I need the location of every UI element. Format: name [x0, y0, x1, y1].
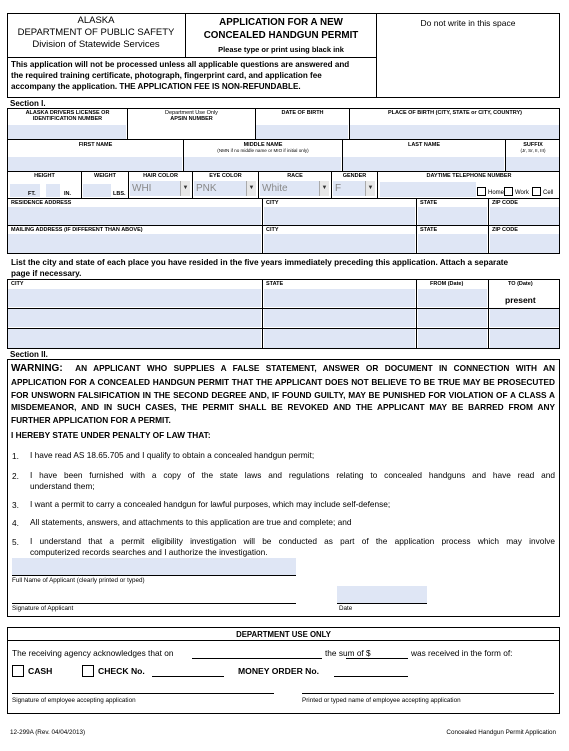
history-row-2-city[interactable]	[8, 309, 261, 327]
last-name-label: LAST NAME	[407, 142, 441, 148]
height-inches-field[interactable]	[46, 184, 60, 197]
form-subtitle: Please type or print using black ink	[218, 45, 344, 54]
residence-address-field[interactable]	[8, 207, 261, 225]
residence-state-field[interactable]	[418, 207, 487, 225]
cash-checkbox[interactable]	[12, 665, 24, 677]
residence-zip-label: ZIP CODE	[492, 200, 518, 206]
history-state-header: STATE	[266, 281, 284, 287]
received-text: was received in the form of:	[411, 648, 513, 658]
history-row-1-from[interactable]	[418, 289, 487, 307]
history-row-3-to[interactable]	[490, 329, 559, 348]
height-label: HEIGHT	[34, 173, 55, 179]
statement-5: I understand that a permit eligibility investigation will be conducted as part of the application process which may involve computerized records searches and I authorize the investigation.	[30, 536, 555, 557]
history-row-3-state[interactable]	[264, 329, 415, 348]
chevron-down-icon: ▼	[180, 181, 190, 196]
mailing-zip-field[interactable]	[490, 234, 559, 253]
weight-field[interactable]	[83, 184, 111, 197]
mailing-zip-label: ZIP CODE	[492, 227, 518, 233]
statement-4: All statements, answers, and attachments to this application are true and complete; and	[30, 517, 352, 527]
gender-select[interactable]: F ▼	[335, 183, 374, 194]
apsin-label: Department Use Only APSIN NUMBER	[165, 110, 218, 122]
phone-field[interactable]	[380, 182, 476, 197]
eye-color-select[interactable]: PNK ▼	[196, 183, 255, 194]
money-order-label: MONEY ORDER No.	[238, 666, 320, 676]
history-row-1-city[interactable]	[8, 289, 261, 307]
apsin-number-field	[128, 125, 254, 139]
chevron-down-icon: ▼	[319, 181, 329, 196]
form-title: APPLICATION FOR A NEW CONCEALED HANDGUN PERMIT	[203, 17, 359, 41]
ft-label: FT.	[28, 191, 36, 197]
form-id: 12-299A (Rev. 04/04/2013)	[10, 729, 86, 736]
history-from-header: FROM (Date)	[430, 281, 464, 287]
employee-name-line	[302, 693, 554, 694]
date-label: Date	[339, 605, 353, 612]
chevron-down-icon: ▼	[246, 181, 256, 196]
check-number-line	[152, 676, 224, 677]
home-checkbox[interactable]	[477, 187, 486, 196]
residence-label: RESIDENCE ADDRESS	[11, 200, 72, 206]
history-to-header: TO (Date)	[508, 281, 533, 287]
work-checkbox[interactable]	[504, 187, 513, 196]
dept-use-heading: DEPARTMENT USE ONLY	[236, 630, 331, 639]
work-label: Work	[515, 190, 529, 196]
history-city-header: CITY	[11, 281, 24, 287]
residence-state-label: STATE	[420, 200, 438, 206]
signature-line	[12, 603, 296, 604]
license-label: ALASKA DRIVERS LICENSE OR IDENTIFICATION NUMBER	[25, 110, 110, 122]
chevron-down-icon: ▼	[365, 181, 375, 196]
date-of-birth-field[interactable]	[256, 125, 348, 139]
mailing-state-field[interactable]	[418, 234, 487, 253]
last-name-field[interactable]	[343, 157, 504, 171]
first-name-field[interactable]	[8, 157, 182, 171]
full-name-field[interactable]	[12, 558, 296, 575]
hair-color-label: HAIR COLOR	[143, 173, 178, 179]
full-name-label: Full Name of Applicant (clearly printed or typed)	[12, 577, 145, 584]
do-not-write-label: Do not write in this space	[420, 18, 516, 28]
race-select[interactable]: White ▼	[262, 183, 328, 194]
signature-label: Signature of Applicant	[12, 605, 74, 612]
employee-name-label: Printed or typed name of employee accepting application	[302, 697, 461, 704]
residence-history-note: List the city and state of each place you have resided in the five years immediately preceding this application. Attach a separate page if necessary.	[11, 258, 509, 278]
mailing-address-field[interactable]	[8, 234, 261, 253]
license-number-field[interactable]	[8, 125, 126, 139]
statement-3: I want a permit to carry a concealed handgun for lawful purposes, which may include self-defense;	[30, 499, 391, 509]
dob-label: DATE OF BIRTH	[281, 110, 324, 116]
gender-label: GENDER	[342, 173, 367, 179]
mailing-state-label: STATE	[420, 227, 438, 233]
ack-date-line	[192, 658, 322, 659]
section-2-heading: Section II.	[10, 350, 48, 359]
warning-text: WARNING: AN APPLICANT WHO SUPPLIES A FALSE STATEMENT, ANSWER OR DOCUMENT IN CONNECTION WITH AN APPLICATION FOR A CONCEALED HANDGUN PERMIT THAT THE APPLICANT DOES NOT BELIEVE TO BE TRUE MAY BE PROSECUTED FOR UNSWORN FALSIFICATION IN THE SECOND DEGREE AND, IF FOUND GUILTY, MAY BE PUNISHED FOR VIOLATION OF A CLASS A MISDEMEANOR, AND IN SUCH CASES, THE PERMIT SHALL BE REVOKED AND THE APPLICANT MAY BE BARRED FROM ANY FURTHER APPLICATION FOR A PERMIT.	[11, 363, 555, 426]
suffix-field[interactable]	[506, 157, 559, 171]
cash-label: CASH	[28, 666, 53, 676]
weight-label: WEIGHT	[94, 173, 116, 179]
statement-2: I have been furnished with a copy of the state laws and regulations relating to concealed handguns and have read and understand them;	[30, 470, 555, 491]
sum-line	[346, 658, 408, 659]
sum-text: the sum of $	[325, 648, 371, 658]
mailing-city-field[interactable]	[264, 234, 415, 253]
eye-color-label: EYE COLOR	[209, 173, 242, 179]
hair-color-select[interactable]: WHI ▼	[132, 183, 189, 194]
residence-zip-field[interactable]	[490, 207, 559, 225]
penalty-heading: I HEREBY STATE UNDER PENALTY OF LAW THAT:	[11, 430, 211, 440]
date-field[interactable]	[337, 586, 427, 603]
history-row-3-city[interactable]	[8, 329, 261, 348]
middle-name-label: MIDDLE NAME (NMN if no middle name or MIO if initial only)	[217, 142, 309, 153]
history-row-2-to[interactable]	[490, 309, 559, 327]
phone-label: DAYTIME TELEPHONE NUMBER	[426, 173, 512, 179]
residence-city-label: CITY	[266, 200, 279, 206]
pob-label: PLACE OF BIRTH (CITY, STATE or CITY, COUNTRY)	[387, 110, 523, 116]
agency-name: ALASKA DEPARTMENT OF PUBLIC SAFETY Division of Statewide Services	[17, 15, 175, 50]
history-row-1-state[interactable]	[264, 289, 415, 307]
race-label: RACE	[287, 173, 303, 179]
history-row-3-from[interactable]	[418, 329, 487, 348]
residence-city-field[interactable]	[264, 207, 415, 225]
mailing-label: MAILING ADDRESS (IF DIFFERENT THAN ABOVE)	[11, 227, 143, 233]
middle-name-field[interactable]	[184, 157, 341, 171]
in-label: IN.	[64, 191, 72, 197]
employee-sig-label: Signature of employee accepting application	[12, 697, 136, 704]
first-name-label: FIRST NAME	[78, 142, 113, 148]
lbs-label: LBS.	[113, 191, 126, 197]
suffix-label: SUFFIX (Jr, Sr, II, III)	[520, 142, 546, 153]
history-row-2-state[interactable]	[264, 309, 415, 327]
money-order-line	[334, 676, 408, 677]
statement-1: I have read AS 18.65.705 and I qualify to obtain a concealed handgun permit;	[30, 450, 315, 460]
check-checkbox[interactable]	[82, 665, 94, 677]
mailing-city-label: CITY	[266, 227, 279, 233]
history-row-2-from[interactable]	[418, 309, 487, 327]
cell-checkbox[interactable]	[532, 187, 541, 196]
employee-sig-line	[12, 693, 274, 694]
cell-label: Cell	[543, 190, 554, 196]
notice-text: This application will not be processed unless all applicable questions are answered and the required training certificate, photograph, fingerprint card, and application fee accompany the application. THE APPLICATION FEE IS NON-REFUNDABLE.	[11, 60, 350, 92]
home-label: Home	[488, 190, 505, 196]
section-1-heading: Section I.	[10, 99, 46, 108]
check-label: CHECK No.	[98, 666, 145, 676]
place-of-birth-field[interactable]	[350, 125, 559, 139]
history-row-1-to[interactable]: present	[505, 295, 536, 305]
ack-text: The receiving agency acknowledges that on	[12, 648, 174, 658]
form-name: Concealed Handgun Permit Application	[446, 729, 556, 736]
